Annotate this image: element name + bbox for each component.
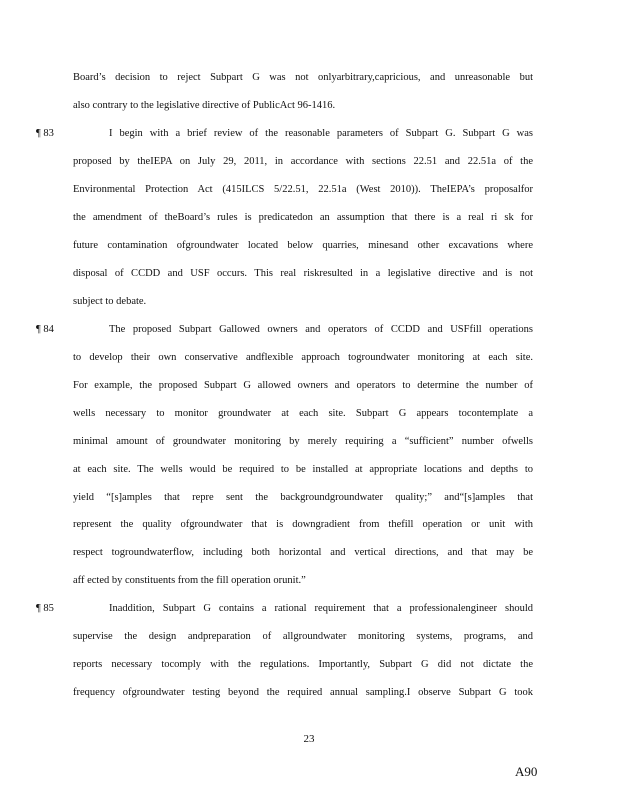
paragraph-number: ¶ 83 xyxy=(36,128,54,139)
text-line: I begin with a brief review of the reasonable parameters of Subpart G. Subpart G was xyxy=(109,128,533,139)
text-line: The proposed Subpart Gallowed owners and operators of CCDD and USFfill operations xyxy=(109,324,533,335)
text-line: yield “[s]amples that repre sent the backgroundgroundwater quality;” and“[s]amples that xyxy=(73,492,533,503)
text-line: Inaddition, Subpart G contains a rational requirement that a professionalengineer should xyxy=(109,603,533,614)
text-line: frequency ofgroundwater testing beyond the required annual sampling.I observe Subpart G took xyxy=(73,687,533,698)
text-line: Board’s decision to reject Subpart G was not onlyarbitrary,capricious, and unreasonable but xyxy=(73,72,533,83)
text-line: aff ected by constituents from the fill operation orunit.” xyxy=(73,575,306,586)
text-line: wells necessary to monitor groundwater at each site. Subpart G appears tocontemplate a xyxy=(73,408,533,419)
text-line: future contamination ofgroundwater located below quarries, minesand other excavations where xyxy=(73,240,533,251)
page-number: 23 xyxy=(303,733,315,745)
text-line: minimal amount of groundwater monitoring by merely requiring a “sufficient” number ofwells xyxy=(73,436,533,447)
text-line: also contrary to the legislative directive of PublicAct 96-1416. xyxy=(73,100,336,111)
text-line: disposal of CCDD and USF occurs. This real riskresulted in a legislative directive and is not xyxy=(73,268,533,279)
text-line: respect togroundwaterflow, including both horizontal and vertical directions, and that may be xyxy=(73,547,533,558)
text-line: the amendment of theBoard’s rules is predicatedon an assumption that there is a real ri sk for xyxy=(73,212,533,223)
paragraph-number: ¶ 85 xyxy=(36,603,54,614)
text-line: For example, the proposed Subpart G allowed owners and operators to determine the number of xyxy=(73,380,533,391)
paragraph-number: ¶ 84 xyxy=(36,324,54,335)
text-line: supervise the design andpreparation of allgroundwater monitoring systems, programs, and xyxy=(73,631,533,642)
text-line: represent the quality ofgroundwater that is downgradient from thefill operation or unit with xyxy=(73,519,533,530)
text-line: to develop their own conservative andflexible approach togroundwater monitoring at each site. xyxy=(73,352,533,363)
text-line: Environmental Protection Act (415ILCS 5/22.51, 22.51a (West 2010)). TheIEPA’s proposalfor xyxy=(73,184,533,195)
text-line: proposed by theIEPA on July 29, 2011, in accordance with sections 22.51 and 22.51a of the xyxy=(73,156,533,167)
text-line: at each site. The wells would be required to be installed at appropriate locations and depths to xyxy=(73,464,533,475)
text-line: reports necessary tocomply with the regulations. Importantly, Subpart G did not dictate the xyxy=(73,659,533,670)
text-line: subject to debate. xyxy=(73,296,147,307)
exhibit-label: A90 xyxy=(515,764,538,779)
